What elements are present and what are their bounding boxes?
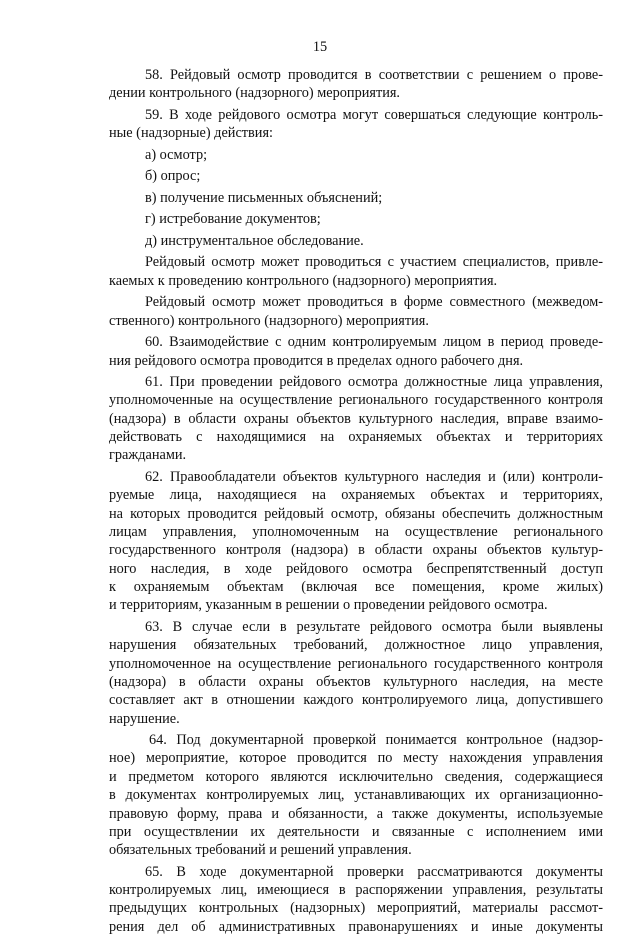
text-line: руемые лица, находящиеся на охраняемых объектах и территориях,: [109, 487, 603, 504]
text-line: гражданами.: [109, 447, 187, 464]
text-line: Рейдовый осмотр может проводиться в форме совместного (межведом-: [145, 294, 603, 311]
text-line: обязательных требований и решений управления.: [109, 842, 412, 859]
text-line: составляет акт в отношении каждого контролируемого лица, допустившего: [109, 692, 603, 709]
text-line: д) инструментальное обследование.: [145, 232, 364, 249]
text-line: и территориям, указанным в решении о проведении рейдового осмотра.: [109, 597, 548, 614]
text-line: государственного контроля (надзора) в области охраны объектов культур-: [109, 542, 603, 559]
text-line: нарушение.: [109, 710, 180, 727]
text-line: а) осмотр;: [145, 146, 208, 163]
text-line: 61. При проведении рейдового осмотра должностные лица управления,: [145, 374, 603, 391]
text-line: 64. Под документарной проверкой понимается контрольное (надзор-: [149, 732, 603, 749]
text-line: 58. Рейдовый осмотр проводится в соответствии с решением о прове-: [145, 67, 603, 83]
text-line: правовую форму, права и обязанности, а также документы, используемые: [109, 805, 603, 822]
text-line: ное) мероприятие, которое проводится по месту нахождения управления: [109, 750, 603, 767]
document-body: [109, 66, 603, 936]
text-line: при осуществлении их деятельности и связанные с исполнением ими: [109, 823, 603, 840]
text-line: уполномоченное на осуществление регионального государственного контроля: [109, 655, 603, 672]
text-line: ные (надзорные) действия:: [109, 125, 273, 142]
text-line: лицам управления, уполномоченным на осуществление регионального: [109, 523, 603, 540]
text-line: уполномоченные на осуществление регионального государственного контроля: [109, 392, 603, 409]
text-line: контролируемых лиц, имеющиеся в распоряжении управления, результаты: [109, 882, 603, 899]
text-line: в) получение письменных объяснений;: [145, 189, 383, 206]
text-line: действовать с находящимися на охраняемых объектах и территориях: [109, 429, 603, 446]
text-line: на которых проводится рейдовый осмотр, обязаны обеспечить должностным: [109, 505, 603, 522]
text-line: ного наследия, в ходе рейдового осмотра беспрепятственный доступ: [109, 560, 603, 577]
text-line: дении контрольного (надзорного) мероприятия.: [109, 85, 401, 102]
text-line: рения дел об административных правонарушениях и иные документы: [109, 918, 603, 935]
text-line: к охраняемым объектам (включая все помещения, кроме жилых): [109, 579, 603, 595]
text-line: г) истребование документов;: [145, 211, 321, 228]
text-line: б) опрос;: [145, 168, 201, 185]
text-line: предыдущих контрольных (надзорных) мероприятий, материалы рассмот-: [109, 900, 603, 917]
text-line: 65. В ходе документарной проверки рассматриваются документы: [145, 863, 603, 880]
text-line: (надзора) в области охраны объектов культурного наследия, вправе взаимо-: [109, 410, 603, 427]
text-line: (надзора) в области охраны объектов культурного наследия, на месте: [109, 673, 603, 690]
text-line: 59. В ходе рейдового осмотра могут совершаться следующие контроль-: [145, 106, 603, 123]
text-line: ственного) контрольного (надзорного) мероприятия.: [109, 312, 429, 329]
page-number: 15: [312, 39, 328, 55]
text-line: 60. Взаимодействие с одним контролируемым лицом в период проведе-: [145, 334, 603, 351]
text-line: 63. В случае если в результате рейдового осмотра были выявлены: [145, 618, 603, 635]
text-line: и предметом которого являются исключительно сведения, содержащиеся: [109, 768, 603, 785]
text-line: нарушения обязательных требований, должностное лицо управления,: [109, 637, 603, 654]
text-line: в документах контролируемых лиц, устанавливающих их организационно-: [109, 787, 603, 804]
text-line: каемых к проведению контрольного (надзорного) мероприятия.: [109, 272, 498, 289]
text-line: ния рейдового осмотра проводится в пределах одного рабочего дня.: [109, 352, 524, 369]
text-line: 62. Правообладатели объектов культурного наследия и (или) контроли-: [145, 468, 603, 485]
text-line: Рейдовый осмотр может проводиться с участием специалистов, привле-: [145, 254, 603, 271]
